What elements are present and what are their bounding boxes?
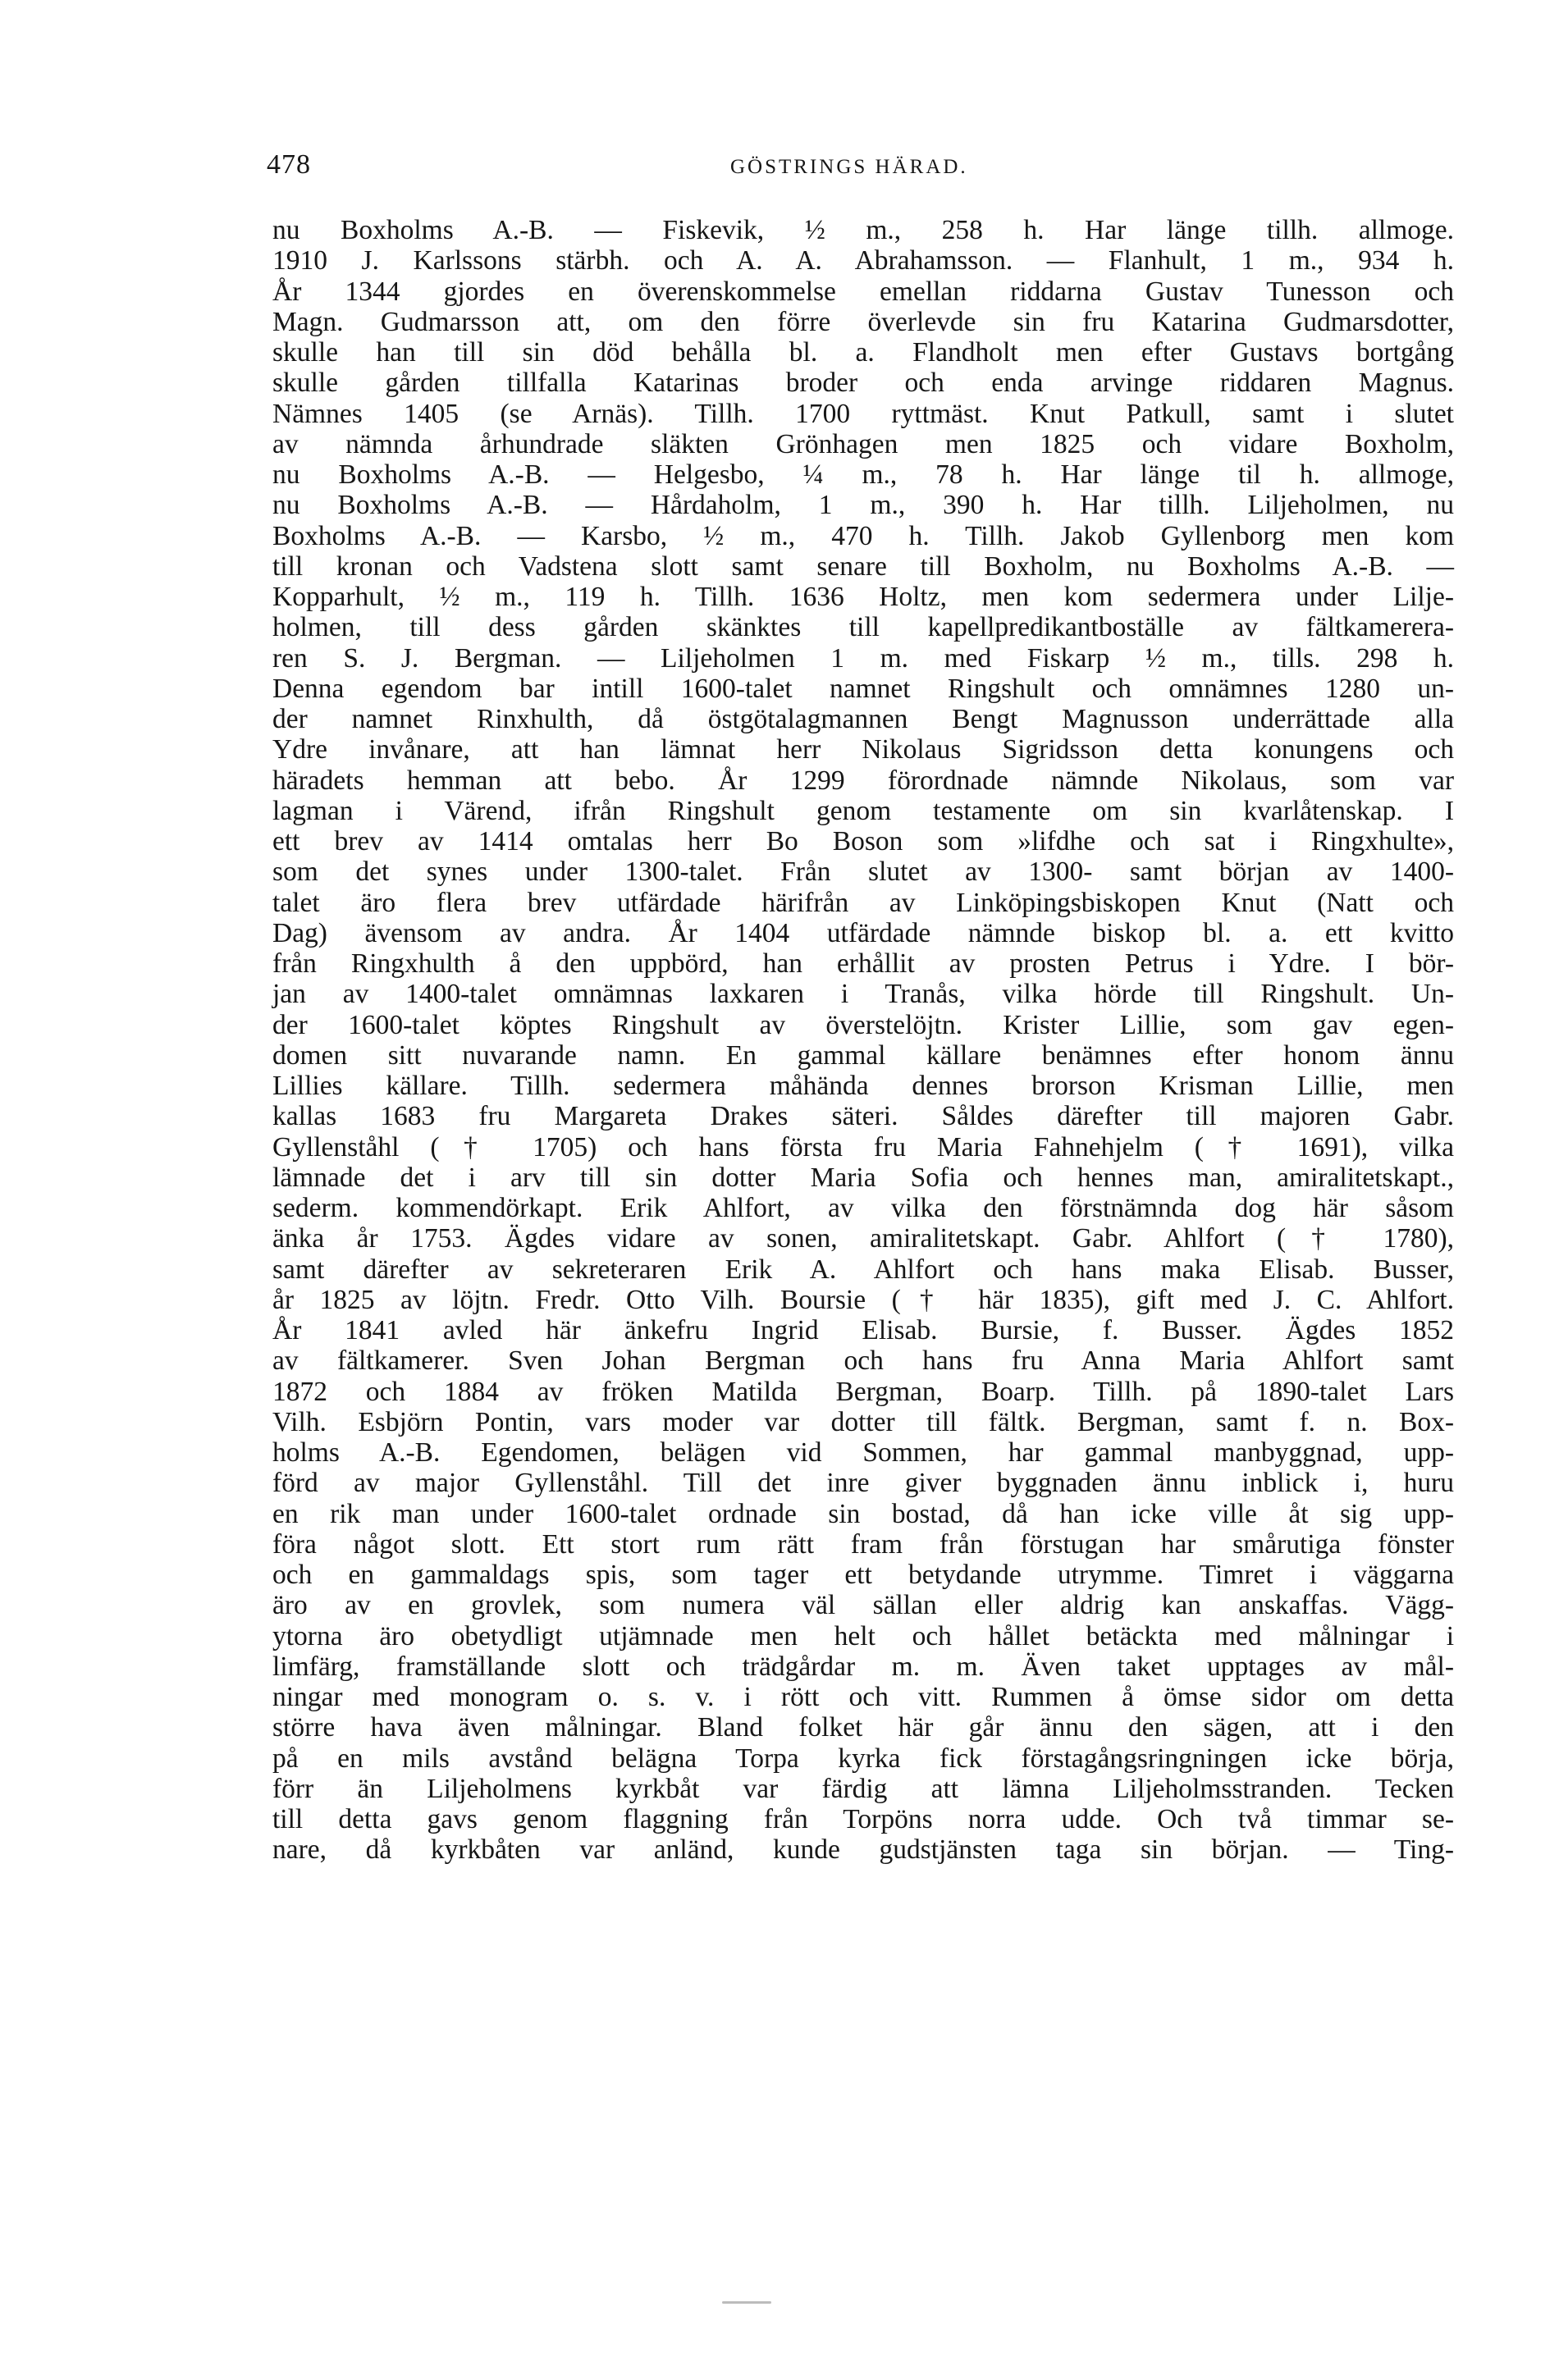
text-line: år 1825 av löjtn. Fredr. Otto Vilh. Boursie († här 1835), gift med J. C. Ahlfort. bbox=[272, 1284, 1454, 1315]
text-line: större hava även målningar. Bland folket här går ännu den sägen, att i den bbox=[272, 1712, 1454, 1743]
text-line: som det synes under 1300-talet. Från slutet av 1300- samt början av 1400- bbox=[272, 857, 1454, 888]
text-line: skulle han till sin död behålla bl. a. Flandholt men efter Gustavs bortgång bbox=[272, 337, 1454, 368]
text-line: jan av 1400-talet omnämnas laxkaren i Tranås, vilka hörde till Ringshult. Un- bbox=[272, 979, 1454, 1010]
page-number: 478 bbox=[267, 149, 311, 180]
text-line: Nämnes 1405 (se Arnäs). Tillh. 1700 ryttmäst. Knut Patkull, samt i slutet bbox=[272, 398, 1454, 429]
text-line: Vilh. Esbjörn Pontin, vars moder var dotter till fältk. Bergman, samt f. n. Box- bbox=[272, 1406, 1454, 1437]
body-text bbox=[272, 215, 1454, 1896]
text-line: holms A.-B. Egendomen, belägen vid Sommen, har gammal manbyggnad, upp- bbox=[272, 1437, 1454, 1468]
text-line: ett brev av 1414 omtalas herr Bo Boson som »lifdhe och sat i Ringxhulte», bbox=[272, 826, 1454, 857]
stray-mark bbox=[722, 2301, 771, 2304]
text-line: från Ringxhulth å den uppbörd, han erhållit av prosten Petrus i Ydre. I bör- bbox=[272, 948, 1454, 979]
text-line bbox=[272, 1866, 1454, 1896]
text-line: häradets hemman att bebo. År 1299 förordnade nämnde Nikolaus, som var bbox=[272, 765, 1454, 796]
text-line: Gyllenståhl († 1705) och hans första fru Maria Fahnehjelm († 1691), vilka bbox=[272, 1131, 1454, 1163]
text-line: lagman i Värend, ifrån Ringshult genom testamente om sin kvarlåtenskap. I bbox=[272, 795, 1454, 826]
text-line: Kopparhult, ½ m., 119 h. Tillh. 1636 Holtz, men kom sedermera under Lilje- bbox=[272, 582, 1454, 612]
text-line: ningar med monogram o. s. v. i rött och vitt. Rummen å ömse sidor om detta bbox=[272, 1682, 1454, 1712]
text-line: der namnet Rinxhulth, då östgötalagmannen Bengt Magnusson underrättade alla bbox=[272, 704, 1454, 734]
text-line: förr än Liljeholmens kyrkbåt var färdig att lämna Liljeholmsstranden. Tecken bbox=[272, 1773, 1454, 1804]
text-line: Denna egendom bar intill 1600-talet namnet Ringshult och omnämnes 1280 un- bbox=[272, 673, 1454, 704]
text-line: sederm. kommendörkapt. Erik Ahlfort, av vilka den förstnämnda dog här såsom bbox=[272, 1193, 1454, 1223]
text-line: förd av major Gyllenståhl. Till det inre giver byggnaden ännu inblick i, huru bbox=[272, 1468, 1454, 1499]
text-line: talet äro flera brev utfärdade härifrån av Linköpingsbiskopen Knut (Natt och bbox=[272, 887, 1454, 918]
text-line: skulle gården tillfalla Katarinas broder och enda arvinge riddaren Magnus. bbox=[272, 368, 1454, 399]
text-line: nu Boxholms A.-B. — Fiskevik, ½ m., 258 h. Har länge tillh. allmoge. bbox=[272, 215, 1454, 245]
text-line: av nämnda århundrade släkten Grönhagen men 1825 och vidare Boxholm, bbox=[272, 428, 1454, 459]
text-line: År 1841 avled här änkefru Ingrid Elisab. Bursie, f. Busser. Ägdes 1852 bbox=[272, 1315, 1454, 1345]
text-line: Magn. Gudmarsson att, om den förre överlevde sin fru Katarina Gudmarsdotter, bbox=[272, 306, 1454, 337]
text-line: Boxholms A.-B. — Karsbo, ½ m., 470 h. Tillh. Jakob Gyllenborg men kom bbox=[272, 520, 1454, 551]
text-line: lämnade det i arv till sin dotter Maria Sofia och hennes man, amiralitetskapt., bbox=[272, 1162, 1454, 1193]
text-line: Dag) ävensom av andra. År 1404 utfärdade nämnde biskop bl. a. ett kvitto bbox=[272, 917, 1454, 948]
text-line: 1872 och 1884 av fröken Matilda Bergman, Boarp. Tillh. på 1890-talet Lars bbox=[272, 1376, 1454, 1407]
text-line: och en gammaldags spis, som tager ett betydande utrymme. Timret i väggarna bbox=[272, 1560, 1454, 1590]
text-line: Ydre invånare, att han lämnat herr Nikolaus Sigridsson detta konungens och bbox=[272, 734, 1454, 765]
text-line: änka år 1753. Ägdes vidare av sonen, amiralitetskapt. Gabr. Ahlfort († 1780), bbox=[272, 1223, 1454, 1254]
text-line: 1910 J. Karlssons stärbh. och A. A. Abrahamsson. — Flanhult, 1 m., 934 h. bbox=[272, 245, 1454, 276]
text-line: holmen, till dess gården skänktes till kapellpredikantboställe av fältkamerera- bbox=[272, 612, 1454, 643]
text-line: på en mils avstånd belägna Torpa kyrka fick förstagångsringningen icke börja, bbox=[272, 1743, 1454, 1774]
text-line: av fältkamerer. Sven Johan Bergman och hans fru Anna Maria Ahlfort samt bbox=[272, 1345, 1454, 1377]
text-line: äro av en grovlek, som numera väl sällan eller aldrig kan anskaffas. Vägg- bbox=[272, 1590, 1454, 1621]
text-line: till detta gavs genom flaggning från Torpöns norra udde. Och två timmar se- bbox=[272, 1804, 1454, 1834]
text-line: nare, då kyrkbåten var anländ, kunde gudstjänsten taga sin början. — Ting- bbox=[272, 1834, 1454, 1866]
text-line: till kronan och Vadstena slott samt senare till Boxholm, nu Boxholms A.-B. — bbox=[272, 550, 1454, 582]
text-line: samt därefter av sekreteraren Erik A. Ahlfort och hans maka Elisab. Busser, bbox=[272, 1254, 1454, 1285]
text-line: ytorna äro obetydligt utjämnade men helt och hållet betäckta med målningar i bbox=[272, 1620, 1454, 1651]
text-line: nu Boxholms A.-B. — Helgesbo, ¼ m., 78 h. Har länge til h. allmoge, bbox=[272, 459, 1454, 490]
text-line: År 1344 gjordes en överenskommelse emellan riddarna Gustav Tunesson och bbox=[272, 276, 1454, 307]
text-line: ren S. J. Bergman. — Liljeholmen 1 m. med Fiskarp ½ m., tills. 298 h. bbox=[272, 642, 1454, 674]
text-line: domen sitt nuvarande namn. En gammal källare benämnes efter honom ännu bbox=[272, 1039, 1454, 1071]
text-line: en rik man under 1600-talet ordnade sin bostad, då han icke ville åt sig upp- bbox=[272, 1498, 1454, 1529]
text-line: limfärg, framställande slott och trädgårdar m. m. Även taket upptages av mål- bbox=[272, 1651, 1454, 1682]
running-head: GÖSTRINGS HÄRAD. bbox=[730, 156, 968, 178]
text-line: Lillies källare. Tillh. sedermera måhända dennes brorson Krisman Lillie, men bbox=[272, 1071, 1454, 1101]
text-line: kallas 1683 fru Margareta Drakes säteri. Såldes därefter till majoren Gabr. bbox=[272, 1101, 1454, 1132]
text-line: der 1600-talet köptes Ringshult av överstelöjtn. Krister Lillie, som gav egen- bbox=[272, 1009, 1454, 1040]
text-line: föra något slott. Ett stort rum rätt fram från förstugan har smårutiga fönster bbox=[272, 1528, 1454, 1560]
text-line: nu Boxholms A.-B. — Hårdaholm, 1 m., 390 h. Har tillh. Liljeholmen, nu bbox=[272, 490, 1454, 521]
